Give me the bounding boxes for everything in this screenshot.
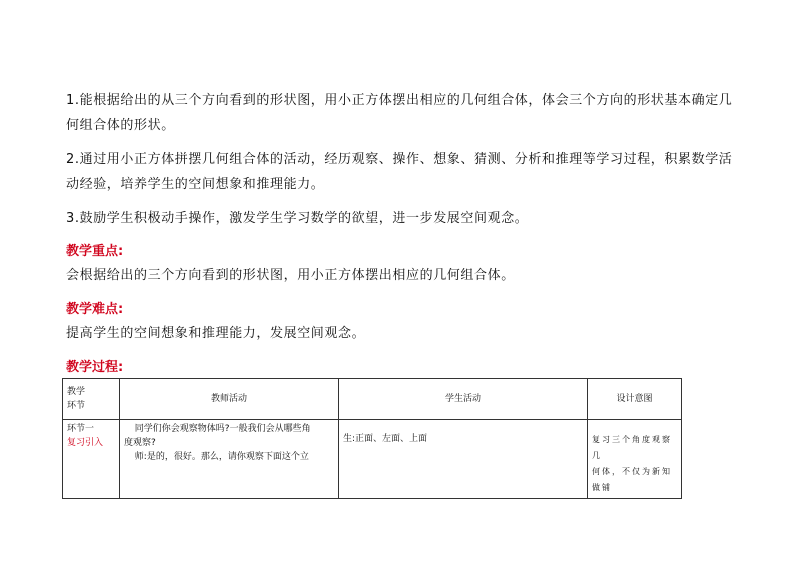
process-table (62, 378, 682, 499)
row1-design-line2: 何体，不仅为新知做铺 (592, 467, 672, 492)
table-header-row (63, 379, 682, 420)
header-stage (63, 379, 120, 420)
key-points-text: 会根据给出的三个方向看到的形状图，用小正方体摆出相应的几何组合体。 (66, 268, 515, 283)
objective-1 (66, 88, 746, 138)
row1-design-line1: 复习三个角度观察几 (592, 435, 672, 460)
row1-teacher (120, 420, 339, 499)
row1-student: 生:正面、左面、上面 (339, 420, 588, 499)
process-heading: 教学过程: (66, 360, 124, 375)
header-design: 设计意图 (588, 379, 682, 420)
header-stage-line1: 教学 (67, 387, 86, 397)
row1-teacher-line1: 同学们你会观察物体吗?一般我们会从哪些角 (134, 424, 311, 434)
objective-3-line1: 3.鼓励学生积极动手操作，激发学生学习数学的欲望，进一步发展空间观念。 (66, 211, 529, 226)
row1-teacher-line2: 度观察? (124, 438, 156, 448)
objective-1-line1: 1.能根据给出的从三个方向看到的形状图，用小正方体摆出相应的几何组合体，体会三个方向的形状基本确定几 (66, 93, 733, 108)
objective-2-line2: 动经验，培养学生的空间想象和推理能力。 (66, 177, 325, 192)
key-points-heading: 教学重点: (66, 244, 124, 259)
row1-section-line2: 复习引入 (67, 438, 104, 448)
row1-teacher-line3: 师:是的，很好。那么，请你观察下面这个立 (134, 452, 309, 462)
table-row (63, 420, 682, 499)
objective-2-line1: 2.通过用小正方体拼摆几何组合体的活动，经历观察、操作、想象、猜测、分析和推理等学习过程，积累数学活 (66, 152, 733, 167)
difficulties-heading: 教学难点: (66, 302, 124, 317)
row1-section (63, 420, 120, 499)
row1-design (588, 420, 682, 499)
objective-3 (66, 206, 746, 231)
header-student: 学生活动 (339, 379, 588, 420)
difficulties-text: 提高学生的空间想象和推理能力，发展空间观念。 (66, 326, 366, 341)
objective-1-line2: 何组合体的形状。 (66, 118, 175, 133)
row1-section-line1: 环节一 (67, 424, 95, 434)
objective-2 (66, 147, 746, 197)
header-teacher: 教师活动 (120, 379, 339, 420)
header-stage-line2: 环节 (67, 401, 86, 411)
